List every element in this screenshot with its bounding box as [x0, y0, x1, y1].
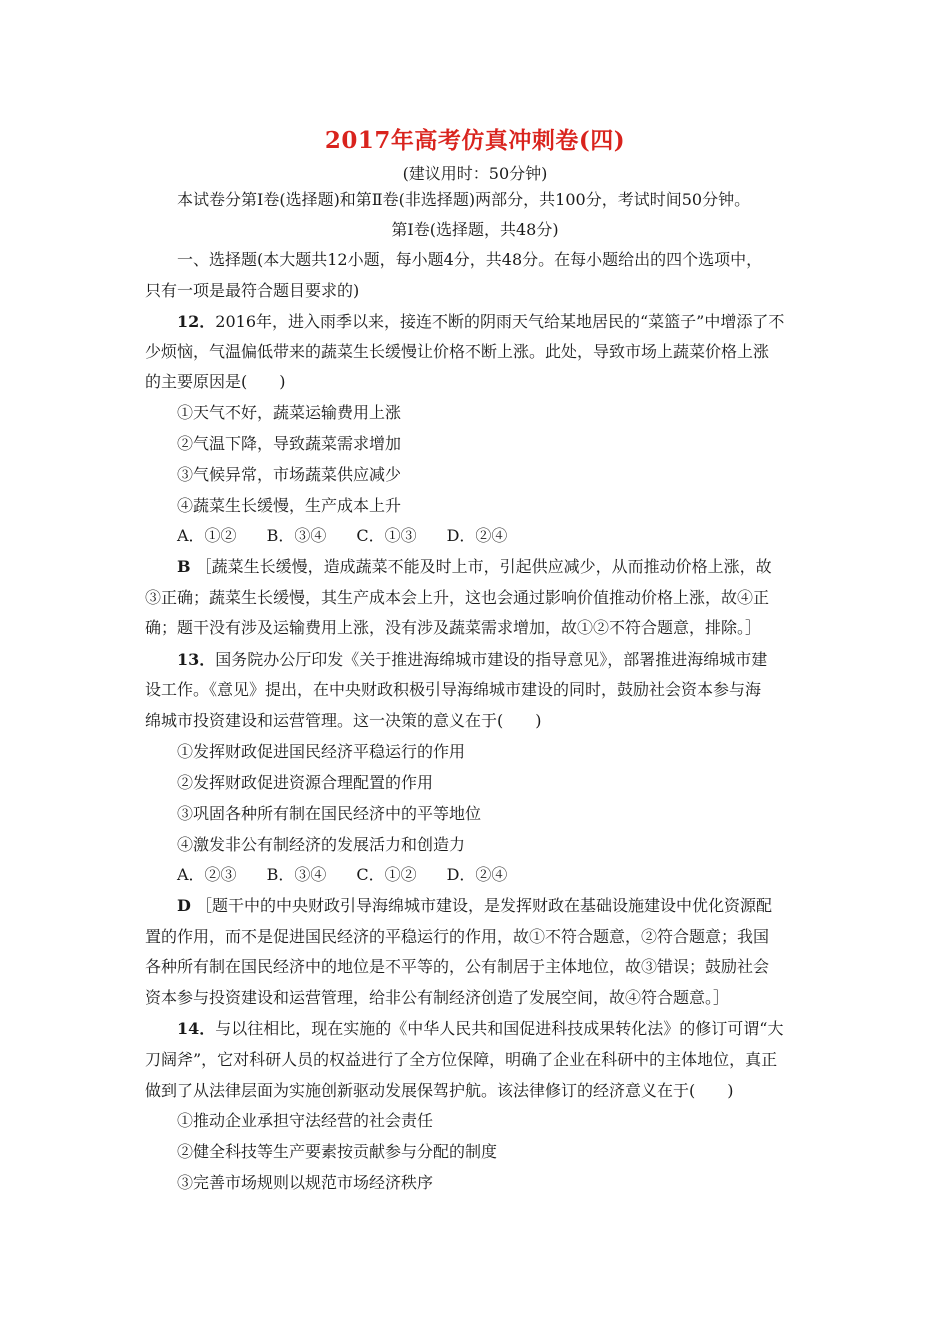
question-stem: 12．2016年，进入雨季以来，接连不断的阴雨天气给某地居民的“菜篮子”中增添了不 [177, 312, 785, 331]
question-item: ③气候异常，市场蔬菜供应减少 [177, 465, 402, 484]
explanation: B ［蔬菜生长缓慢，造成蔬菜不能及时上市，引起供应减少，从而推动价格上涨，故 [177, 557, 772, 576]
question-item: ④蔬菜生长缓慢，生产成本上升 [177, 496, 402, 515]
option-a: A．②③ [177, 865, 237, 884]
option-d: D．②④ [446, 526, 508, 545]
option-b: B．③④ [266, 526, 327, 545]
question-item: ②气温下降，导致蔬菜需求增加 [177, 434, 402, 453]
explanation: D ［题干中的中央财政引导海绵城市建设，是发挥财政在基础设施建设中优化资源配 [177, 896, 772, 915]
question-stem: 刀阔斧”，它对科研人员的权益进行了全方位保障，明确了企业在科研中的主体地位，真正 [145, 1050, 778, 1069]
question-item: ①推动企业承担守法经营的社会责任 [177, 1111, 434, 1130]
suggested-time: (建议用时：50分钟) [402, 164, 548, 183]
question-item: ③巩固各种所有制在国民经济中的平等地位 [177, 804, 482, 823]
answer-options [177, 525, 842, 547]
question-item: ②发挥财政促进资源合理配置的作用 [177, 773, 434, 792]
question-stem: 做到了从法律层面为实施创新驱动发展保驾护航。该法律修订的经济意义在于( ) [145, 1081, 734, 1100]
instructions-line: 一、选择题(本大题共12小题，每小题4分，共48分。在每小题给出的四个选项中， [177, 250, 763, 269]
question-stem: 设工作。《意见》提出，在中央财政积极引导海绵城市建设的同时，鼓励社会资本参与海 [145, 680, 762, 699]
explanation: 确；题干没有涉及运输费用上涨，没有涉及蔬菜需求增加，故①②不符合题意，排除。］ [145, 618, 762, 637]
answer-options [177, 864, 842, 886]
question-number: 14． [177, 1019, 216, 1038]
option-c: C．①② [356, 865, 417, 884]
question-item: ③完善市场规则以规范市场经济秩序 [177, 1173, 434, 1192]
question-stem: 绵城市投资建设和运营管理。这一决策的意义在于( ) [145, 711, 542, 730]
explanation: 各种所有制在国民经济中的地位是不平等的，公有制居于主体地位，故③错误；鼓励社会 [145, 957, 770, 976]
question-number: 12． [177, 312, 216, 331]
question-stem: 14．与以往相比，现在实施的《中华人民共和国促进科技成果转化法》的修订可谓“大 [177, 1019, 784, 1038]
question-item: ②健全科技等生产要素按贡献参与分配的制度 [177, 1142, 498, 1161]
instructions-line: 只有一项是最符合题目要求的) [145, 281, 360, 300]
section-title: 第Ⅰ卷(选择题，共48分) [391, 220, 559, 239]
option-d: D．②④ [446, 865, 508, 884]
question-stem: 13．国务院办公厅印发《关于推进海绵城市建设的指导意见》，部署推进海绵城市建 [177, 650, 768, 669]
answer-letter: B [177, 557, 191, 576]
answer-letter: D [177, 896, 191, 915]
explanation: ③正确；蔬菜生长缓慢，其生产成本会上升，这也会通过影响价值推动价格上涨，故④正 [145, 588, 770, 607]
question-item: ①发挥财政促进国民经济平稳运行的作用 [177, 742, 466, 761]
question-item: ①天气不好，蔬菜运输费用上涨 [177, 403, 402, 422]
option-c: C．①③ [356, 526, 417, 545]
exam-intro: 本试卷分第Ⅰ卷(选择题)和第Ⅱ卷(非选择题)两部分，共100分，考试时间50分钟。 [177, 190, 751, 209]
explanation: 置的作用，而不是促进国民经济的平稳运行的作用，故①不符合题意，②符合题意；我国 [145, 927, 770, 946]
page-title: 2017年高考仿真冲刺卷(四) [324, 127, 626, 154]
question-stem: 少烦恼，气温偏低带来的蔬菜生长缓慢让价格不断上涨。此处，导致市场上蔬菜价格上涨 [145, 342, 770, 361]
question-stem: 的主要原因是( ) [145, 372, 286, 391]
option-b: B．③④ [266, 865, 327, 884]
option-a: A．①② [177, 526, 237, 545]
question-item: ④激发非公有制经济的发展活力和创造力 [177, 835, 466, 854]
question-number: 13． [177, 650, 216, 669]
explanation: 资本参与投资建设和运营管理，给非公有制经济创造了发展空间，故④符合题意。］ [145, 988, 730, 1007]
